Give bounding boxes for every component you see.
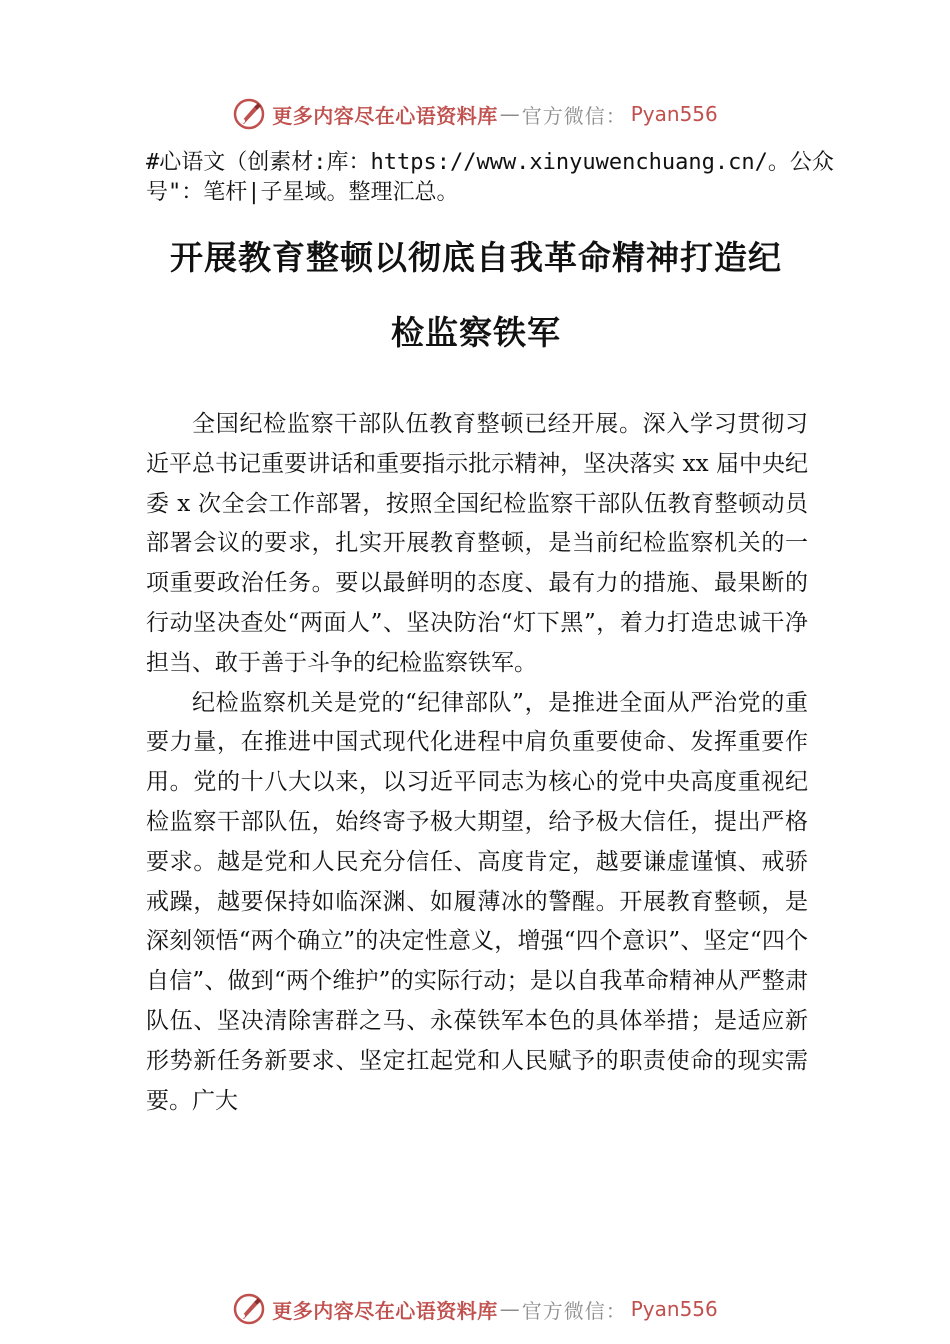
document-title-line-1: 开展教育整顿以彻底自我革命精神打造纪 [170,238,782,277]
pen-logo-icon [232,97,266,131]
banner-wechat-id: Pyan556 [630,102,718,126]
document-title-line-2: 检监察铁军 [391,313,561,352]
banner-main-text: 更多内容尽在心语资料库 [272,1298,498,1323]
body-paragraph: 全国纪检监察干部队伍教育整顿已经开展。深入学习贯彻习近平总书记重要讲话和重要指示批示精神，坚决落实 xx 届中央纪委 x 次全会工作部署，按照全国纪检监察干部队伍教育整顿动员部署会议的要求，扎实开展教育整顿，是当前纪检监察机关的一项重要政治任务。要以最鲜明的态度、最有力的措施、最果断的行动坚决查处“两面人”、坚决防治“灯下黑”，着力打造忠诚干净担当、敢于善于斗争的纪检监察铁军。 [146,411,808,676]
banner-dash: — [499,102,520,126]
header-banner [0,94,950,134]
banner-main-text: 更多内容尽在心语资料库 [272,103,498,128]
pen-logo-icon [232,1292,266,1326]
source-note: #心语文（创素材:库：https://www.xinyuwenchuang.cn/。公众号"：笔杆|子星域。整理汇总。 [146,150,834,205]
document-body [146,405,808,1121]
banner-wechat-id: Pyan556 [630,1297,718,1321]
banner-wechat-label: 官方微信： [521,1298,627,1323]
banner-wechat-label: 官方微信： [521,103,627,128]
body-paragraph: 纪检监察机关是党的“纪律部队”，是推进全面从严治党的重要力量，在推进中国式现代化进程中肩负重要使命、发挥重要作用。党的十八大以来，以习近平同志为核心的党中央高度重视纪检监察干部队伍，始终寄予极大期望，给予极大信任，提出严格要求。越是党和人民充分信任、高度肯定，越要谦虚谨慎、戒骄戒躁，越要保持如临深渊、如履薄冰的警醒。开展教育整顿，是深刻领悟“两个确立”的决定性意义，增强“四个意识”、坚定“四个自信”、做到“两个维护”的实际行动；是以自我革命精神从严整肃队伍、坚决清除害群之马、永葆铁军本色的具体举措；是适应新形势新任务新要求、坚定扛起党和人民赋予的职责使命的现实需要。广大 [146,689,808,1114]
banner-dash: — [499,1297,520,1321]
footer-banner [0,1289,950,1329]
